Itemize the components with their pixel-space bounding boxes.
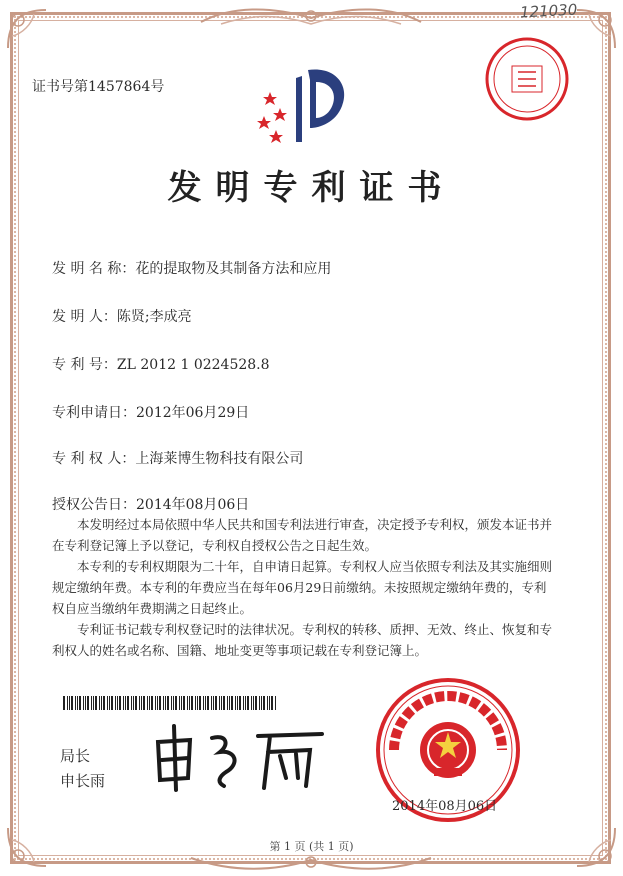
barcode-bar (125, 696, 126, 710)
barcode-bar (109, 696, 110, 710)
barcode-bar (173, 696, 174, 710)
barcode-bar (103, 696, 105, 710)
barcode-bar (75, 696, 76, 710)
field-inventors (52, 306, 192, 326)
barcode (63, 696, 278, 710)
field-value: 2012年06月29日 (136, 405, 250, 421)
field-value: 陈贤;李成亮 (116, 309, 192, 325)
page-number: 第 1 页 (共 1 页) (269, 840, 354, 853)
barcode-bar (165, 696, 166, 710)
field-patentee (52, 448, 303, 468)
barcode-bar (203, 696, 204, 710)
director-title: 局长 (60, 747, 91, 765)
field-value: 上海莱博生物科技有限公司 (135, 451, 304, 467)
barcode-bar (251, 696, 252, 710)
barcode-bar (139, 696, 140, 710)
barcode-bar (243, 696, 244, 710)
field-label: 专 利 权 人： (52, 451, 136, 467)
barcode-bar (83, 696, 84, 710)
barcode-bar (231, 696, 233, 710)
director-signature (150, 722, 330, 794)
barcode-bar (77, 696, 78, 710)
barcode-bar (239, 696, 241, 710)
barcode-bar (107, 696, 108, 710)
barcode-bar (67, 696, 68, 710)
barcode-bar (119, 696, 121, 710)
barcode-bar (133, 696, 134, 710)
barcode-bar (155, 696, 156, 710)
body-paragraph: 专利证书记载专利权登记时的法律状况。专利权的转移、质押、无效、终止、恢复和专利权人的姓名或名称、国籍、地址变更等事项记载在专利登记簿上。 (52, 622, 553, 658)
barcode-bar (175, 696, 177, 710)
corner-ornament-top-right (573, 6, 619, 52)
barcode-bar (69, 696, 70, 710)
barcode-bar (135, 696, 137, 710)
barcode-bar (269, 696, 270, 710)
certificate-number: 证书号第1457864号 (32, 79, 165, 95)
barcode-bar (255, 696, 257, 710)
barcode-bar (131, 696, 132, 710)
field-label: 发 明 人： (52, 309, 117, 325)
barcode-bar (79, 696, 81, 710)
barcode-bar (159, 696, 161, 710)
field-application-date (52, 402, 249, 422)
barcode-bar (93, 696, 94, 710)
barcode-bar (211, 696, 212, 710)
patent-office-logo (250, 62, 360, 146)
barcode-bar (207, 696, 209, 710)
barcode-bar (87, 696, 89, 710)
barcode-bar (149, 696, 150, 710)
top-border-ornament (191, 4, 431, 32)
barcode-bar (101, 696, 102, 710)
barcode-bar (229, 696, 230, 710)
barcode-bar (191, 696, 193, 710)
barcode-bar (267, 696, 268, 710)
barcode-bar (261, 696, 262, 710)
issue-date: 2014年08月06日 (392, 799, 498, 814)
barcode-bar (163, 696, 164, 710)
barcode-bar (63, 696, 65, 710)
field-value: 2014年08月06日 (136, 497, 250, 513)
body-paragraph: 本专利的专利权期限为二十年，自申请日起算。专利权人应当依照专利法及其实施细则规定缴纳年费。本专利的年费应当在每年06月29日前缴纳。未按照规定缴纳年费的，专利权自应当缴纳年费期满之日起终止。 (52, 559, 553, 616)
barcode-bar (151, 696, 153, 710)
field-value: ZL 2012 1 0224528.8 (116, 357, 270, 373)
field-label: 专 利 号： (52, 357, 117, 373)
barcode-bar (221, 696, 222, 710)
barcode-bar (171, 696, 172, 710)
director-name: 申长雨 (60, 772, 106, 790)
field-value: 花的提取物及其制备方法和应用 (135, 261, 332, 277)
field-label: 专利申请日： (52, 405, 136, 421)
barcode-bar (271, 696, 273, 710)
barcode-bar (179, 696, 180, 710)
tax-stamp-seal (484, 36, 570, 122)
barcode-bar (275, 696, 276, 710)
corner-ornament-top-left (4, 6, 50, 52)
barcode-bar (259, 696, 260, 710)
barcode-bar (85, 696, 86, 710)
barcode-bar (189, 696, 190, 710)
barcode-bar (143, 696, 145, 710)
field-label: 发 明 名 称： (52, 261, 136, 277)
barcode-bar (167, 696, 169, 710)
barcode-bar (219, 696, 220, 710)
barcode-bar (181, 696, 182, 710)
barcode-bar (111, 696, 113, 710)
barcode-bar (95, 696, 97, 710)
barcode-bar (215, 696, 217, 710)
barcode-bar (117, 696, 118, 710)
field-announcement-date (52, 494, 249, 514)
barcode-bar (141, 696, 142, 710)
barcode-bar (253, 696, 254, 710)
barcode-bar (127, 696, 129, 710)
field-patent-number (52, 354, 270, 374)
barcode-bar (205, 696, 206, 710)
barcode-bar (227, 696, 228, 710)
barcode-bar (247, 696, 249, 710)
barcode-bar (183, 696, 185, 710)
barcode-bar (123, 696, 124, 710)
field-invention-name (52, 258, 331, 278)
handwritten-note: 121030 (519, 0, 578, 22)
barcode-bar (263, 696, 265, 710)
barcode-bar (199, 696, 201, 710)
barcode-bar (195, 696, 196, 710)
certificate-title: 发明专利证书 (167, 168, 456, 208)
barcode-bar (237, 696, 238, 710)
body-paragraph: 本发明经过本局依照中华人民共和国专利法进行审查，决定授予专利权，颁发本证书并在专利登记簿上予以登记，专利权自授权公告之日起生效。 (52, 517, 553, 553)
barcode-bar (147, 696, 148, 710)
barcode-bar (99, 696, 100, 710)
barcode-bar (213, 696, 214, 710)
barcode-bar (197, 696, 198, 710)
barcode-bar (71, 696, 73, 710)
barcode-bar (235, 696, 236, 710)
barcode-bar (223, 696, 225, 710)
field-label: 授权公告日： (52, 497, 136, 513)
certificate-body (52, 514, 557, 661)
barcode-bar (115, 696, 116, 710)
barcode-bar (91, 696, 92, 710)
barcode-bar (187, 696, 188, 710)
barcode-bar (245, 696, 246, 710)
barcode-bar (157, 696, 158, 710)
